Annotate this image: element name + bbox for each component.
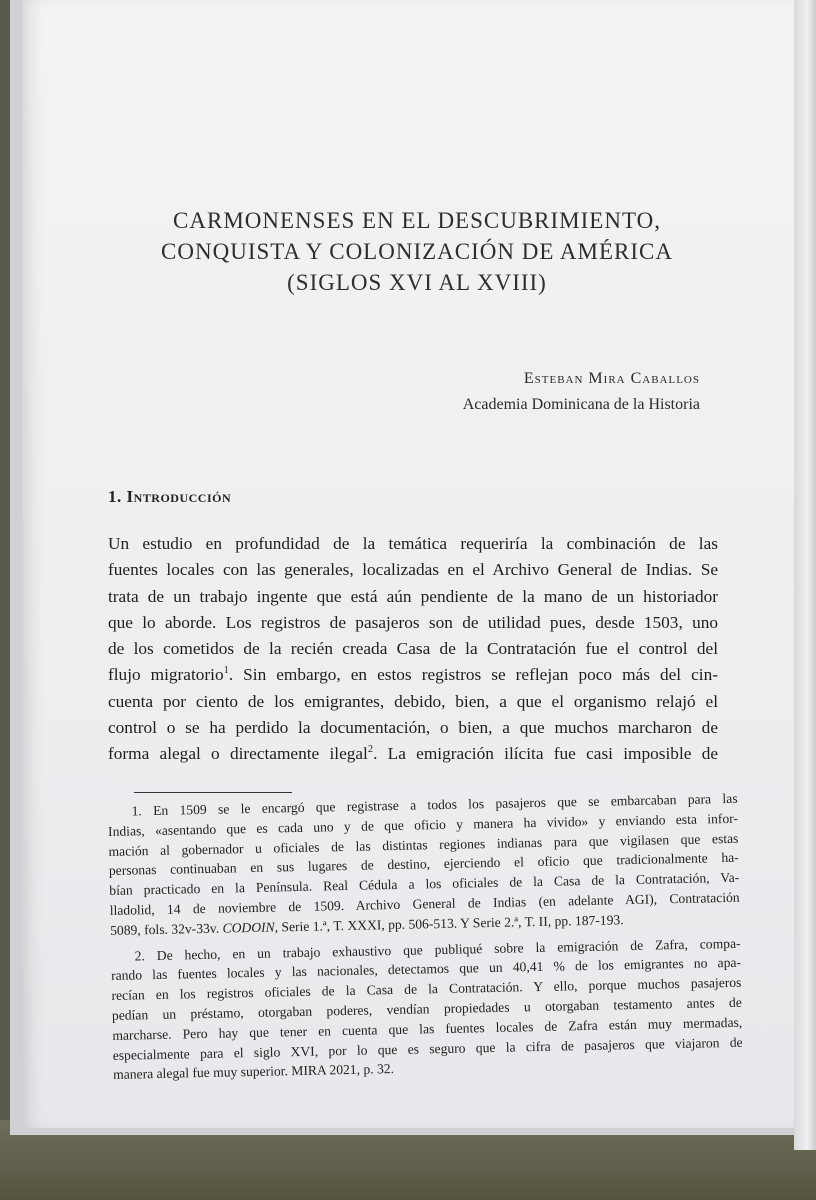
body-line: control o se ha perdido la documentación, o bien, a que muchos marcharon de	[108, 718, 718, 738]
footnote-line: rando las fuentes locales y las nacionales, detectamos que un 40,41 % de los emigrantes no apa-	[110, 955, 742, 984]
body-line: Un estudio en profundidad de la temática requeriría la combinación de las	[108, 534, 718, 553]
body-line: cuenta por ciento de los emigrantes, debido, bien, a que el organismo relajó el	[108, 691, 718, 711]
footnote-line: recían en los registros oficiales de la Casa de la Contratación. Y ello, porque muchos pasajeros	[111, 974, 742, 1004]
footnote-italic-source: CODOIN	[222, 919, 275, 936]
body-line: trata de un trabajo ingente que está aún pendiente de la mano de un historiador	[108, 586, 718, 606]
body-text-segment: flujo migratorio	[108, 665, 224, 685]
footnote-line: marcharse. Pero hay que tener en cuenta que las fuentes locales de Zafra están muy mermadas,	[112, 1014, 743, 1043]
footnote-line: pedían un préstamo, otorgaban poderes, vendían propiedades u otorgaban testamento antes de	[111, 994, 742, 1023]
article-title	[122, 205, 712, 298]
footnotes	[107, 767, 743, 1085]
author-block	[463, 366, 700, 418]
book-page	[22, 0, 794, 1128]
footnote-line: manera alegal fue muy superior. MIRA 2021, p. 32.	[113, 1061, 395, 1083]
author-affiliation: Academia Dominicana de la Historia	[462, 396, 700, 413]
title-line-1: CARMONENSES EN EL DESCUBRIMIENTO,	[173, 208, 661, 233]
footnote-line: lladolid, 14 de noviembre de 1509. Archivo General de Indias (en adelante AGI), Contratación	[109, 889, 740, 918]
footnote-line: 1. En 1509 se le encargó que registrase a todos los pasajeros que se embarcaban para las	[131, 790, 738, 819]
footnote-mark-2: 2	[367, 744, 374, 756]
section-heading: 1. Introducción	[108, 487, 232, 506]
body-line	[108, 741, 718, 767]
body-paragraph	[108, 531, 718, 768]
body-text-segment: . La emigración ilícita fue casi imposible de	[373, 744, 718, 764]
author-name: Esteban Mira Caballos	[523, 370, 700, 387]
body-line: de los cometidos de la recién creada Casa de la Contratación fue el control del	[108, 639, 718, 659]
footnote-text-segment: , Serie 1.ª, T. XXXI, pp. 506-513. Y Serie 2.ª, T. II, pp. 187-193.	[274, 911, 624, 935]
footnote-text-segment: 5089, fols. 32v-33v.	[109, 920, 223, 938]
footnote-line: bían practicado en la Península. Real Cédula a los oficiales de la Casa de la Contratación, Va-	[109, 869, 740, 899]
footnote-line: mación al gobernador u oficiales de las distintas regiones indianas para que vigilasen que estas	[108, 830, 739, 859]
body-text-segment: . Sin embargo, en estos registros se reflejan poco más del cin-	[228, 665, 718, 685]
page-edge	[794, 0, 816, 1150]
body-line: que lo aborde. Los registros de pasajeros son de utilidad pues, desde 1503, uno	[108, 612, 718, 632]
footnote-line: especialmente para el siglo XVI, por lo que es seguro que la cifra de pasajeros que viajaron de	[112, 1034, 743, 1063]
footnote-line: Indias, «asentando que es cada uno y de que oficio y manera ha vivido» y enviando esta infor-	[107, 810, 739, 839]
title-line-3: (SIGLOS XVI AL XVIII)	[287, 270, 547, 295]
body-line: fuentes locales con las generales, localizadas en el Archivo General de Indias. Se	[108, 560, 718, 580]
body-line	[108, 662, 718, 688]
footnote-line: personas continuaban en sus lugares de destino, ejerciendo el oficio que tradicionalmente ha-	[108, 850, 739, 879]
footnote-line: 2. De hecho, en un trabajo exhaustivo que publiqué sobre la emigración de Zafra, compa-	[134, 935, 741, 964]
body-text-segment: forma alegal o directamente ilegal	[108, 744, 368, 764]
title-line-2: CONQUISTA Y COLONIZACIÓN DE AMÉRICA	[161, 239, 673, 264]
footnote-mark-1: 1	[223, 665, 229, 677]
